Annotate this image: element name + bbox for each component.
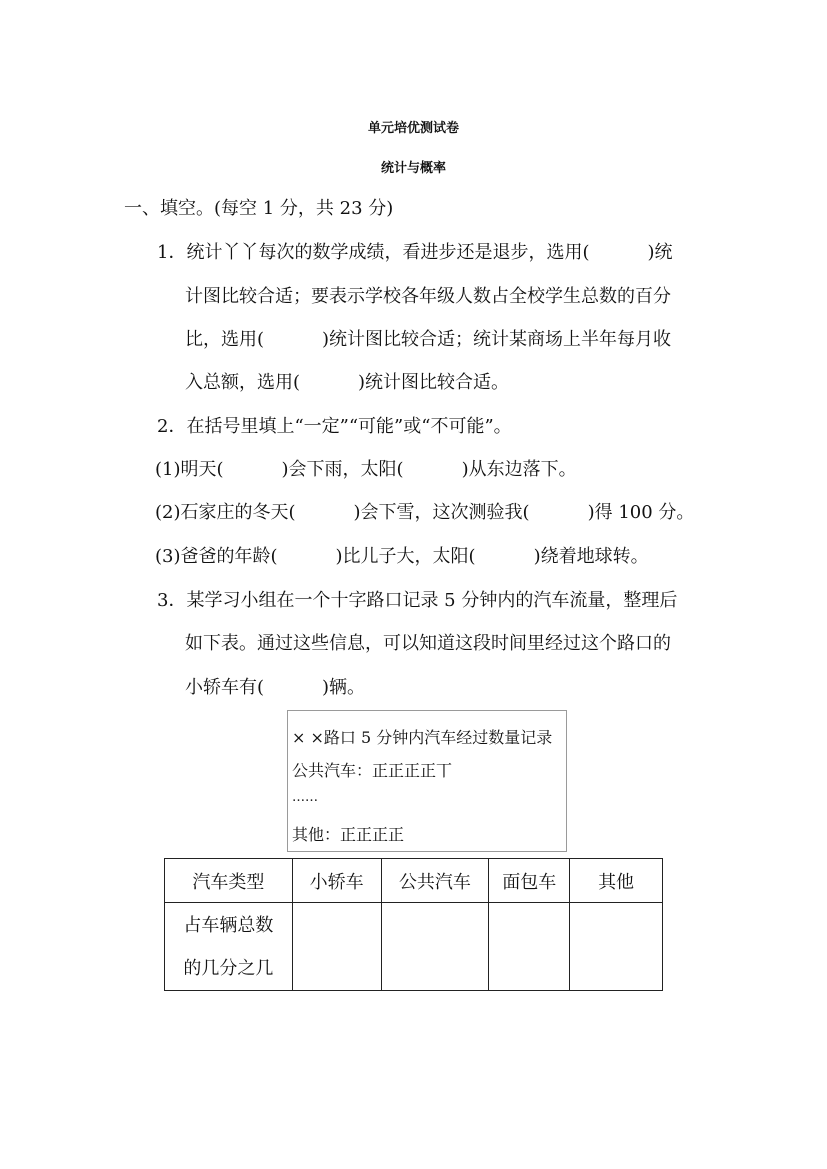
q3-line2: 如下表。通过这些信息，可以知道这段时间里经过这个路口的: [185, 633, 671, 654]
q2-part3: [155, 545, 649, 569]
q1-line4-tail: )统计图比较合适。: [358, 372, 510, 393]
q1-line1: [157, 241, 673, 265]
answer-cell[interactable]: [570, 903, 663, 991]
q1-line1-tail: )统: [647, 242, 673, 263]
q2-part1-a: (1)明天(: [155, 459, 224, 480]
table-header-row: [165, 859, 663, 903]
q2-part1: [155, 458, 577, 482]
q3-line1: 3．某学习小组在一个十字路口记录 5 分钟内的汽车流量，整理后: [157, 590, 678, 611]
q2-part2-c: )得 100 分。: [587, 502, 695, 523]
car-type-table: [164, 858, 663, 991]
record-dots: ……: [292, 790, 318, 805]
record-box: [287, 710, 567, 852]
table-header-cell: 小轿车: [292, 859, 381, 903]
q1-line3: [185, 328, 671, 352]
q1-line4-text: 入总额，选用(: [185, 372, 301, 393]
q2-part2-b: )会下雪，这次测验我(: [353, 502, 530, 523]
q2-part3-a: (3)爸爸的年龄(: [155, 546, 278, 567]
q3-line3-text: 小轿车有(: [185, 677, 265, 698]
q3-line3: [185, 676, 365, 700]
q2-part1-b: )会下雨，太阳(: [281, 459, 404, 480]
q1-line3-tail: )统计图比较合适；统计某商场上半年每月收: [322, 329, 672, 350]
table-header-cell: 其他: [570, 859, 663, 903]
table-row: [165, 903, 663, 991]
answer-cell[interactable]: [381, 903, 489, 991]
q1-line4: [185, 371, 509, 395]
q1-line3-text: 比，选用(: [185, 329, 265, 350]
q2-intro: 2．在括号里填上“一定”“可能”或“不可能”。: [157, 416, 512, 437]
table-header-cell: 面包车: [489, 859, 570, 903]
page-title: 单元培优测试卷: [367, 121, 459, 136]
section-heading: 一、填空。(每空 1 分，共 23 分): [124, 198, 394, 219]
row-label-line2: 的几分之几: [183, 957, 274, 979]
record-bus: 公共汽车：正正正正丅: [292, 761, 453, 780]
q2-part2-a: (2)石家庄的冬天(: [155, 502, 296, 523]
q2-part1-c: )从东边落下。: [461, 459, 577, 480]
q2-part2: [155, 501, 694, 525]
q3-line3-tail: )辆。: [322, 677, 366, 698]
table-header-cell: 汽车类型: [165, 859, 293, 903]
record-other: 其他：正正正正: [292, 825, 405, 844]
q1-line1-text: 1．统计丫丫每次的数学成绩，看进步还是退步，选用(: [157, 242, 590, 263]
table-header-cell: 公共汽车: [381, 859, 489, 903]
row-label-cell: [165, 903, 293, 991]
page-subtitle: 统计与概率: [380, 161, 446, 176]
q2-part3-b: )比儿子大，太阳(: [335, 546, 476, 567]
row-label-line1: 占车辆总数: [183, 914, 274, 936]
answer-cell[interactable]: [292, 903, 381, 991]
answer-cell[interactable]: [489, 903, 570, 991]
record-title: × ×路口 5 分钟内汽车经过数量记录: [292, 728, 553, 747]
q1-line2: 计图比较合适；要表示学校各年级人数占全校学生总数的百分: [185, 286, 671, 307]
q2-part3-c: )绕着地球转。: [533, 546, 649, 567]
